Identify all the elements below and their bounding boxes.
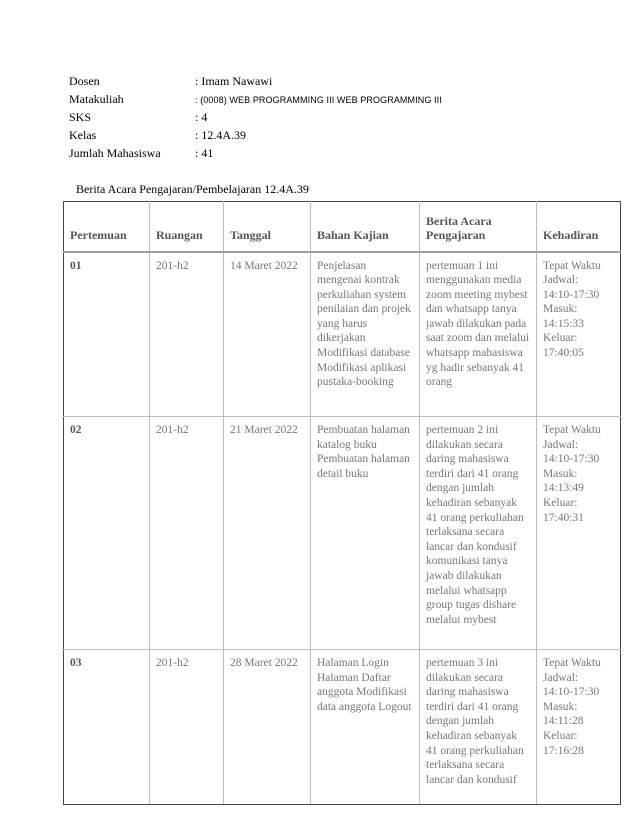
kehadiran-jadwal-label: Jadwal: — [543, 274, 579, 287]
cell-bahan-kajian: Penjelasan mengenai kontrak perkuliahan system penilaian dan projek yang harus dikerjakan Modifikasi database Modifikasi aplikasi pustaka-booking — [311, 252, 420, 417]
kehadiran-keluar: 17:40:05 — [543, 347, 584, 360]
cell-pertemuan: 02 — [64, 417, 150, 650]
info-row-kelas — [69, 126, 442, 144]
kehadiran-keluar-label: Keluar: — [543, 332, 578, 345]
cell-tanggal: 21 Maret 2022 — [224, 417, 311, 650]
kehadiran-status: Tepat Waktu — [543, 657, 601, 669]
info-label: SKS — [69, 110, 92, 124]
cell-bahan-kajian: Pembuatan halaman katalog buku Pembuatan halaman detail buku — [311, 417, 420, 650]
kehadiran-jadwal: 14:10-17:30 — [543, 288, 600, 301]
kehadiran-jadwal-label: Jadwal: — [543, 438, 579, 451]
cell-berita-acara: pertemuan 2 ini dilakukan secara daring mahasiswa terdiri dari 41 orang dengan jumlah kehadiran sebanyak 41 orang perkuliahan terlaksana secara lancar dan kondusif komunikasi tanya jawab dilakukan melalui whatsapp group tugas dishare melalui mybest — [420, 417, 537, 650]
header-kehadiran: Kehadiran — [537, 202, 621, 252]
header-ruangan: Ruangan — [150, 202, 224, 252]
berita-acara-table — [63, 201, 621, 805]
kehadiran-jadwal-label: Jadwal: — [543, 671, 579, 684]
header-bahan-kajian: Bahan Kajian — [311, 202, 420, 252]
cell-kehadiran — [537, 650, 621, 805]
info-row-jumlah-mahasiswa — [69, 144, 442, 162]
kehadiran-keluar-label: Keluar: — [543, 496, 578, 509]
kehadiran-keluar: 17:16:28 — [543, 744, 584, 757]
cell-kehadiran — [537, 417, 621, 650]
info-label: Matakuliah — [69, 92, 124, 106]
kehadiran-masuk: 14:11:28 — [543, 715, 584, 728]
cell-berita-acara: pertemuan 1 ini menggunakan media zoom meeting mybest dan whatsapp tanya jawab dilakukan pada saat zoom dan melalui whatsapp mahasiswa yg hadir sebanyak 41 orang — [420, 252, 537, 417]
cell-tanggal: 14 Maret 2022 — [224, 252, 311, 417]
table-header-row — [64, 202, 621, 252]
info-label: Dosen — [69, 74, 100, 88]
info-label: Jumlah Mahasiswa — [69, 146, 161, 160]
cell-tanggal: 28 Maret 2022 — [224, 650, 311, 805]
table-row — [64, 650, 621, 805]
cell-pertemuan: 01 — [64, 252, 150, 417]
cell-ruangan: 201-h2 — [150, 650, 224, 805]
kehadiran-status: Tepat Waktu — [543, 424, 601, 436]
kehadiran-masuk-label: Masuk: — [543, 467, 578, 480]
header-berita-acara: Berita Acara Pengajaran — [420, 202, 537, 252]
kehadiran-masuk: 14:15:33 — [543, 317, 584, 330]
info-value: : 12.4A.39 — [195, 128, 246, 142]
cell-kehadiran — [537, 252, 621, 417]
kehadiran-masuk-label: Masuk: — [543, 700, 578, 713]
kehadiran-jadwal: 14:10-17:30 — [543, 686, 600, 699]
info-value: : 41 — [195, 146, 214, 160]
cell-pertemuan: 03 — [64, 650, 150, 805]
kehadiran-jadwal: 14:10-17:30 — [543, 453, 600, 466]
cell-ruangan: 201-h2 — [150, 417, 224, 650]
cell-berita-acara: pertemuan 3 ini dilakukan secara daring mahasiswa terdiri dari 41 orang dengan jumlah kehadiran sebanyak 41 orang perkuliahan terlaksana secara lancar dan kondusif — [420, 650, 537, 805]
info-value: : Imam Nawawi — [195, 74, 273, 88]
cell-bahan-kajian: Halaman Login Halaman Daftar anggota Modifikasi data anggota Logout — [311, 650, 420, 805]
table-row — [64, 252, 621, 417]
kehadiran-status: Tepat Waktu — [543, 259, 601, 272]
info-row-dosen — [69, 72, 442, 90]
info-label: Kelas — [69, 128, 97, 142]
table-row — [64, 417, 621, 650]
kehadiran-keluar: 17:40:31 — [543, 511, 584, 524]
info-row-sks — [69, 108, 442, 126]
kehadiran-masuk: 14:13:49 — [543, 482, 584, 495]
cell-ruangan: 201-h2 — [150, 252, 224, 417]
table-title: Berita Acara Pengajaran/Pembelajaran 12.4A.39 — [76, 182, 309, 196]
header-tanggal: Tanggal — [224, 202, 311, 252]
info-row-matakuliah — [69, 90, 442, 108]
kehadiran-keluar-label: Keluar: — [543, 729, 578, 742]
info-value: : (0008) WEB PROGRAMMING III WEB PROGRAMMING III — [195, 95, 442, 105]
kehadiran-masuk-label: Masuk: — [543, 303, 578, 316]
header-pertemuan: Pertemuan — [64, 202, 150, 252]
info-value: : 4 — [195, 110, 208, 124]
course-info — [69, 72, 442, 162]
